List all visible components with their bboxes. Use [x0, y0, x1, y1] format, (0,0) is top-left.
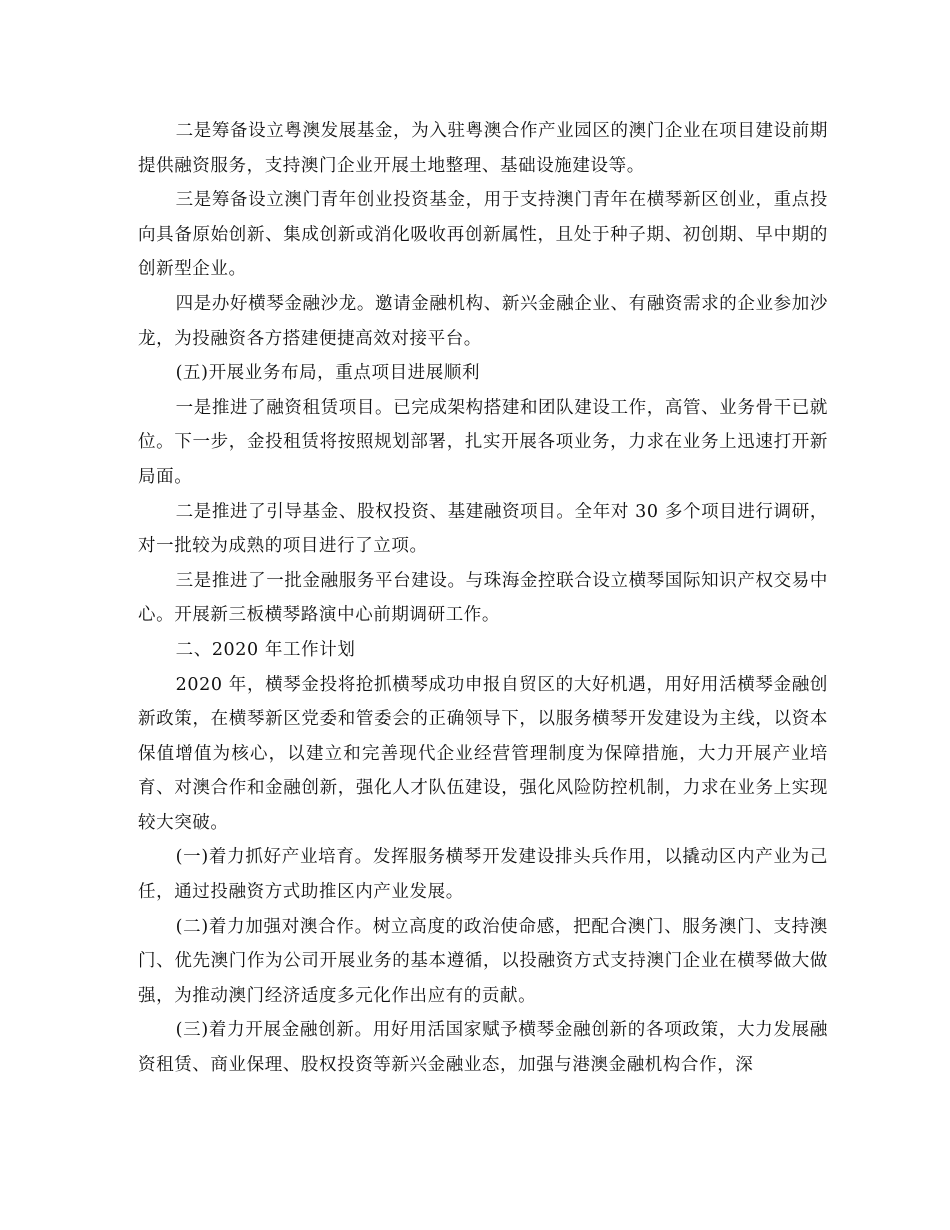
paragraph-financial-innovation: (三)着力开展金融创新。用好用活国家赋予横琴金融创新的各项政策，大力发展融资租赁、商业保理、股权投资等新兴金融业态，加强与港澳金融机构合作，深: [138, 1020, 828, 1076]
paragraph-guidance-fund: 二是推进了引导基金、股权投资、基建融资项目。全年对 30 多个项目进行调研，对一批较为成熟的项目进行了立项。: [138, 501, 828, 557]
document-body: [138, 114, 828, 1083]
paragraph-macao-cooperation: (二)着力加强对澳合作。树立高度的政治使命感，把配合澳门、服务澳门、支持澳门、优先澳门作为公司开展业务的基本遵循，以投融资方式支持澳门企业在横琴做大做强，为推动澳门经济适度多元化作出应有的贡献。: [138, 916, 828, 1006]
section-heading-work-plan: 二、2020 年工作计划: [175, 639, 356, 660]
paragraph-finance-salon: 四是办好横琴金融沙龙。邀请金融机构、新兴金融企业、有融资需求的企业参加沙龙，为投融资各方搭建便捷高效对接平台。: [138, 293, 828, 349]
paragraph-plan-overview: 2020 年，横琴金投将抢抓横琴成功申报自贸区的大好机遇，用好用活横琴金融创新政策，在横琴新区党委和管委会的正确领导下，以服务横琴开发建设为主线，以资本保值增值为核心，以建立和完善现代企业经营管理制度为保障措施，大力开展产业培育、对澳合作和金融创新，强化人才队伍建设，强化风险防控机制，力求在业务上实现较大突破。: [138, 674, 828, 833]
paragraph-guangdong-macao-fund: 二是筹备设立粤澳发展基金，为入驻粤澳合作产业园区的澳门企业在项目建设前期提供融资服务，支持澳门企业开展土地整理、基础设施建设等。: [138, 121, 828, 176]
paragraph-industry-cultivation: (一)着力抓好产业培育。发挥服务横琴开发建设排头兵作用，以撬动区内产业为己任，通过投融资方式助推区内产业发展。: [138, 847, 828, 903]
paragraph-financial-leasing: 一是推进了融资租赁项目。已完成架构搭建和团队建设工作，高管、业务骨干已就位。下一步，金投租赁将按照规划部署，扎实开展各项业务，力求在业务上迅速打开新局面。: [138, 397, 828, 487]
paragraph-service-platform: 三是推进了一批金融服务平台建设。与珠海金控联合设立横琴国际知识产权交易中心。开展新三板横琴路演中心前期调研工作。: [138, 570, 828, 626]
paragraph-macao-youth-fund: 三是筹备设立澳门青年创业投资基金，用于支持澳门青年在横琴新区创业，重点投向具备原始创新、集成创新或消化吸收再创新属性，且处于种子期、初创期、早中期的创新型企业。: [138, 190, 828, 280]
section-heading-business-layout: (五)开展业务布局，重点项目进展顺利: [175, 363, 481, 384]
